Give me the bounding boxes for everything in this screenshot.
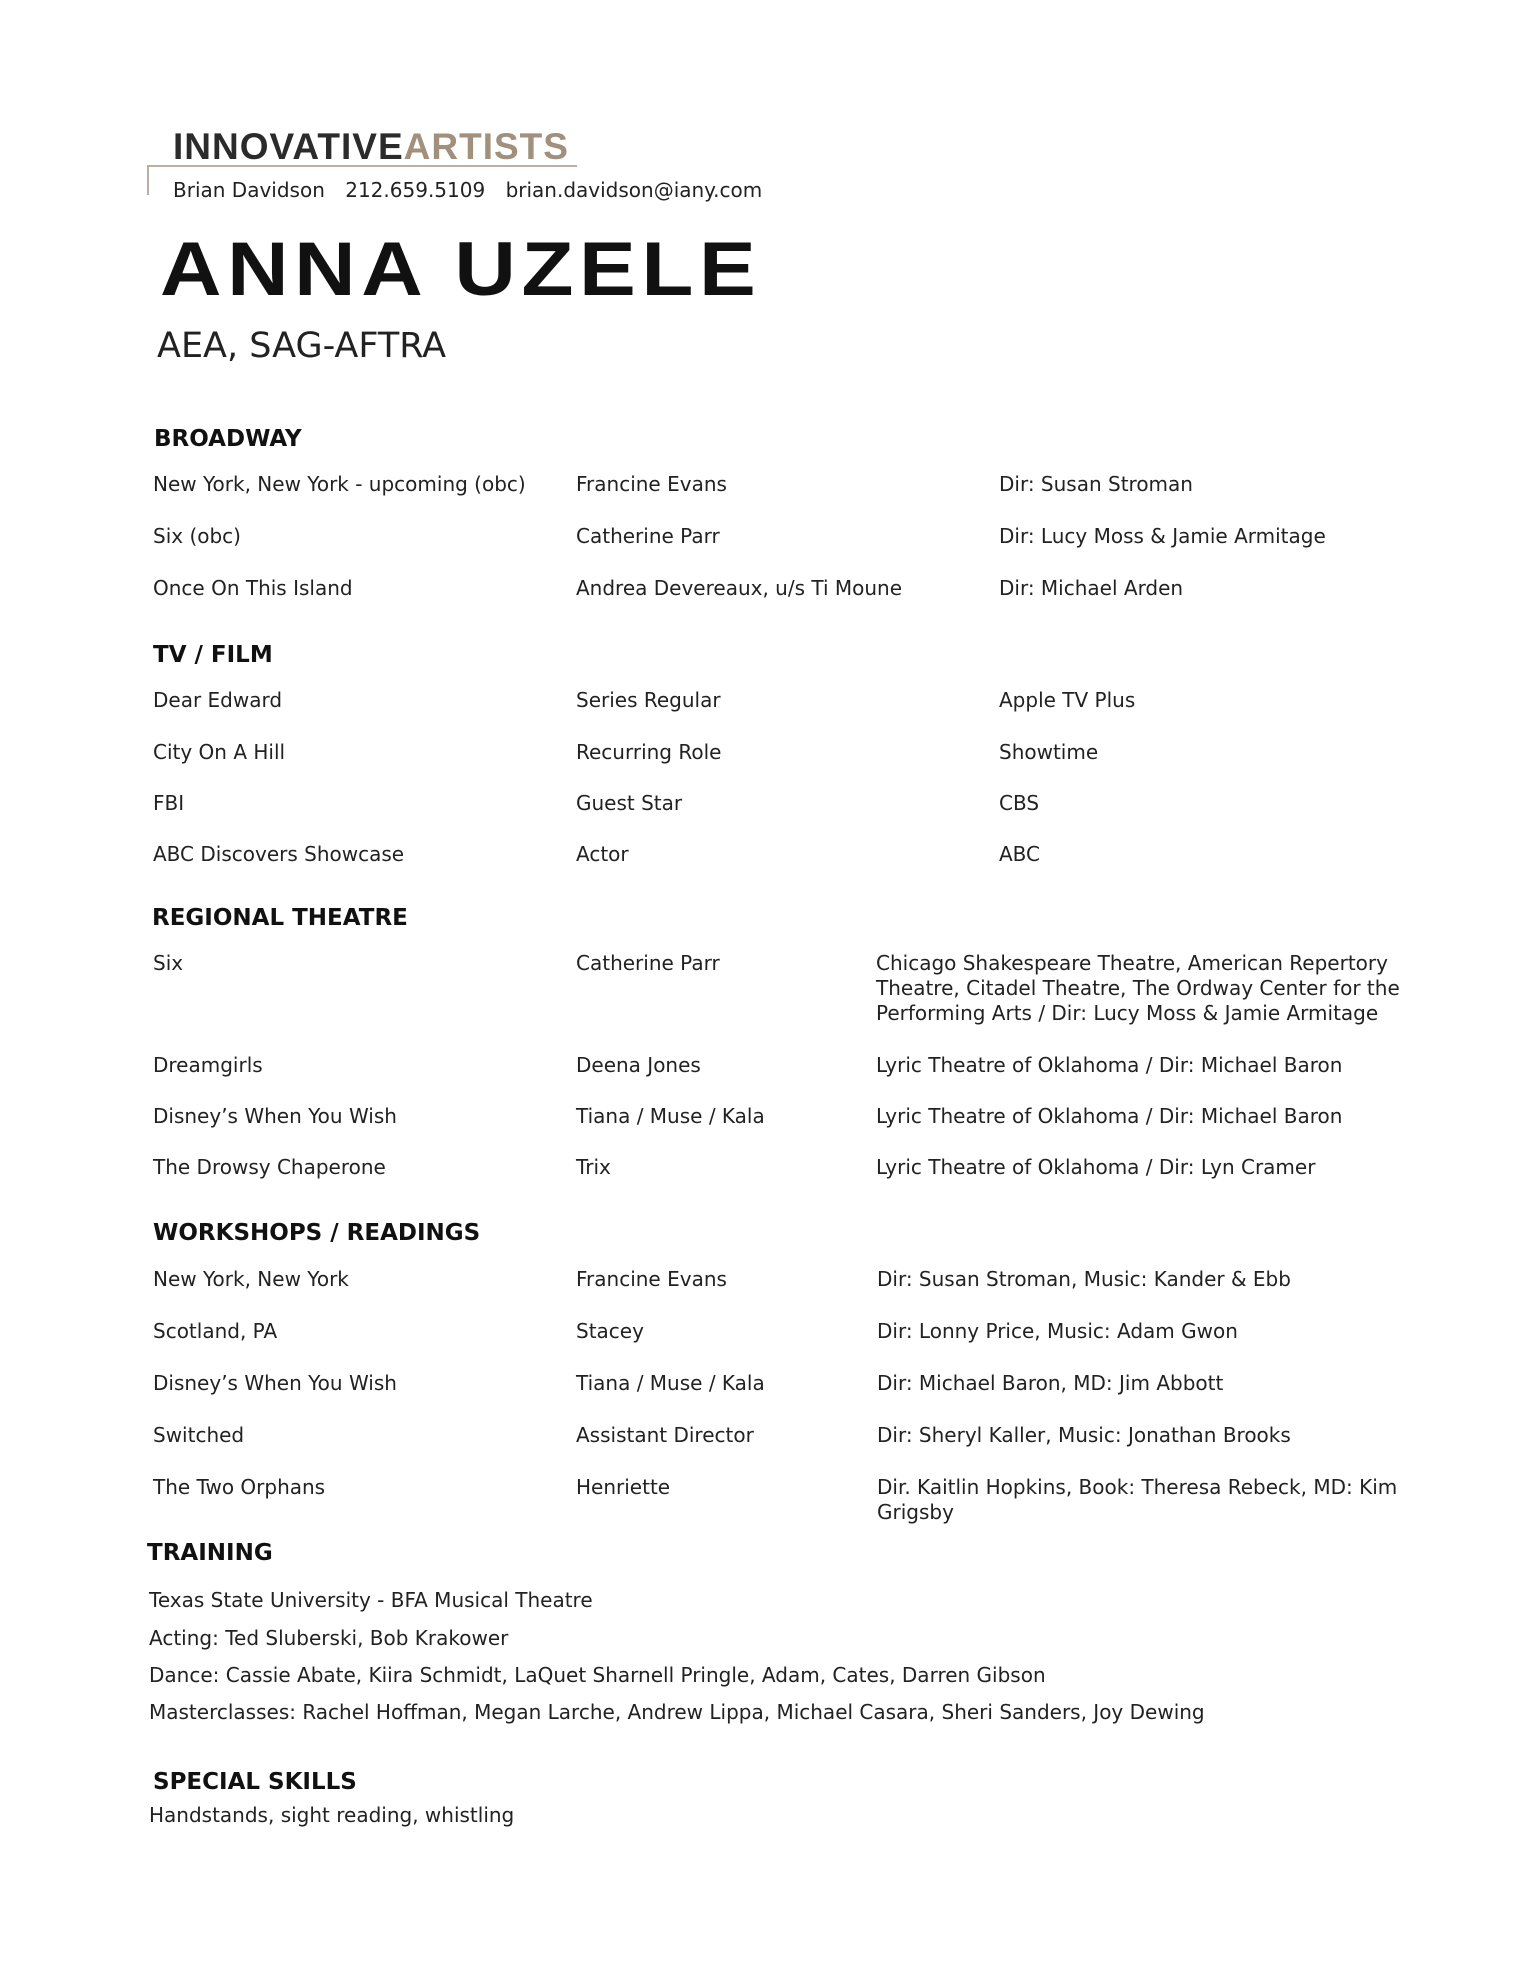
skills-text: Handstands, sight reading, whistling	[149, 1803, 515, 1827]
tvfilm-show: ABC Discovers Showcase	[153, 842, 405, 866]
tvfilm-role: Series Regular	[576, 688, 721, 712]
regional-role: Trix	[576, 1155, 611, 1179]
agency-rule	[147, 165, 577, 167]
agency-contact	[173, 178, 776, 202]
agent-email: brian.davidson@iany.com	[505, 178, 763, 202]
workshop-show: Scotland, PA	[153, 1319, 278, 1343]
broadway-credit: Dir: Susan Stroman	[999, 472, 1193, 496]
broadway-credit: Dir: Lucy Moss & Jamie Armitage	[999, 524, 1326, 548]
tvfilm-credit: Apple TV Plus	[999, 688, 1136, 712]
workshop-show: New York, New York	[153, 1267, 349, 1291]
agency-rule-tick	[147, 165, 149, 195]
section-title-broadway: BROADWAY	[154, 426, 302, 452]
broadway-role: Andrea Devereaux, u/s Ti Moune	[576, 576, 903, 600]
section-title-skills: SPECIAL SKILLS	[153, 1769, 357, 1795]
agency-logo	[173, 128, 569, 165]
workshop-role: Henriette	[576, 1475, 671, 1499]
regional-credit: Lyric Theatre of Oklahoma / Dir: Michael Baron	[876, 1053, 1343, 1077]
regional-role: Catherine Parr	[576, 951, 720, 975]
tvfilm-credit: Showtime	[999, 740, 1099, 764]
training-line: Masterclasses: Rachel Hoffman, Megan Larche, Andrew Lippa, Michael Casara, Sheri Sanders, Joy Dewing	[149, 1700, 1205, 1724]
tvfilm-credit: CBS	[999, 791, 1040, 815]
regional-show: Disney’s When You Wish	[153, 1104, 397, 1128]
performer-unions: AEA, SAG-AFTRA	[157, 326, 447, 366]
workshop-credit-line: Grigsby	[877, 1500, 954, 1524]
broadway-show: Once On This Island	[153, 576, 353, 600]
workshop-show: Disney’s When You Wish	[153, 1371, 397, 1395]
tvfilm-role: Recurring Role	[576, 740, 722, 764]
regional-role: Deena Jones	[576, 1053, 701, 1077]
section-title-regional: REGIONAL THEATRE	[152, 905, 408, 931]
agent-name: Brian Davidson	[173, 178, 325, 202]
regional-credit: Lyric Theatre of Oklahoma / Dir: Michael Baron	[876, 1104, 1343, 1128]
regional-show: The Drowsy Chaperone	[153, 1155, 386, 1179]
workshop-role: Stacey	[576, 1319, 644, 1343]
workshop-credit: Dir: Sheryl Kaller, Music: Jonathan Brooks	[877, 1423, 1291, 1447]
broadway-credit: Dir: Michael Arden	[999, 576, 1184, 600]
tvfilm-show: Dear Edward	[153, 688, 283, 712]
workshop-credit-line: Dir. Kaitlin Hopkins, Book: Theresa Rebeck, MD: Kim	[877, 1475, 1398, 1499]
training-line: Acting: Ted Sluberski, Bob Krakower	[149, 1626, 509, 1650]
tvfilm-credit: ABC	[999, 842, 1041, 866]
regional-show: Dreamgirls	[153, 1053, 263, 1077]
workshop-show: The Two Orphans	[153, 1475, 326, 1499]
agent-phone: 212.659.5109	[345, 178, 486, 202]
training-line: Dance: Cassie Abate, Kiira Schmidt, LaQuet Sharnell Pringle, Adam, Cates, Darren Gibson	[149, 1663, 1046, 1687]
section-title-training: TRAINING	[147, 1540, 273, 1566]
regional-role: Tiana / Muse / Kala	[576, 1104, 765, 1128]
tvfilm-role: Actor	[576, 842, 629, 866]
broadway-role: Francine Evans	[576, 472, 727, 496]
tvfilm-role: Guest Star	[576, 791, 683, 815]
workshop-role: Assistant Director	[576, 1423, 754, 1447]
section-title-workshops: WORKSHOPS / READINGS	[153, 1220, 481, 1246]
agency-logo-part2: ARTISTS	[403, 126, 569, 167]
workshop-role: Tiana / Muse / Kala	[576, 1371, 765, 1395]
workshop-role: Francine Evans	[576, 1267, 727, 1291]
regional-credit-line: Chicago Shakespeare Theatre, American Repertory	[876, 951, 1388, 975]
regional-show: Six	[153, 951, 184, 975]
section-title-tvfilm: TV / FILM	[153, 642, 273, 668]
broadway-show: Six (obc)	[153, 524, 241, 548]
broadway-role: Catherine Parr	[576, 524, 720, 548]
broadway-show: New York, New York - upcoming (obc)	[153, 472, 526, 496]
workshop-credit: Dir: Michael Baron, MD: Jim Abbott	[877, 1371, 1224, 1395]
regional-credit-line: Theatre, Citadel Theatre, The Ordway Center for the	[876, 976, 1400, 1000]
training-line: Texas State University - BFA Musical Theatre	[149, 1588, 593, 1612]
workshop-show: Switched	[153, 1423, 245, 1447]
workshop-credit: Dir: Susan Stroman, Music: Kander & Ebb	[877, 1267, 1291, 1291]
tvfilm-show: City On A Hill	[153, 740, 286, 764]
regional-credit: Lyric Theatre of Oklahoma / Dir: Lyn Cramer	[876, 1155, 1316, 1179]
agency-logo-part1: INNOVATIVE	[173, 126, 404, 167]
workshop-credit: Dir: Lonny Price, Music: Adam Gwon	[877, 1319, 1238, 1343]
tvfilm-show: FBI	[153, 791, 185, 815]
performer-name: ANNA UZELE	[160, 227, 762, 312]
regional-credit-line: Performing Arts / Dir: Lucy Moss & Jamie Armitage	[876, 1001, 1379, 1025]
